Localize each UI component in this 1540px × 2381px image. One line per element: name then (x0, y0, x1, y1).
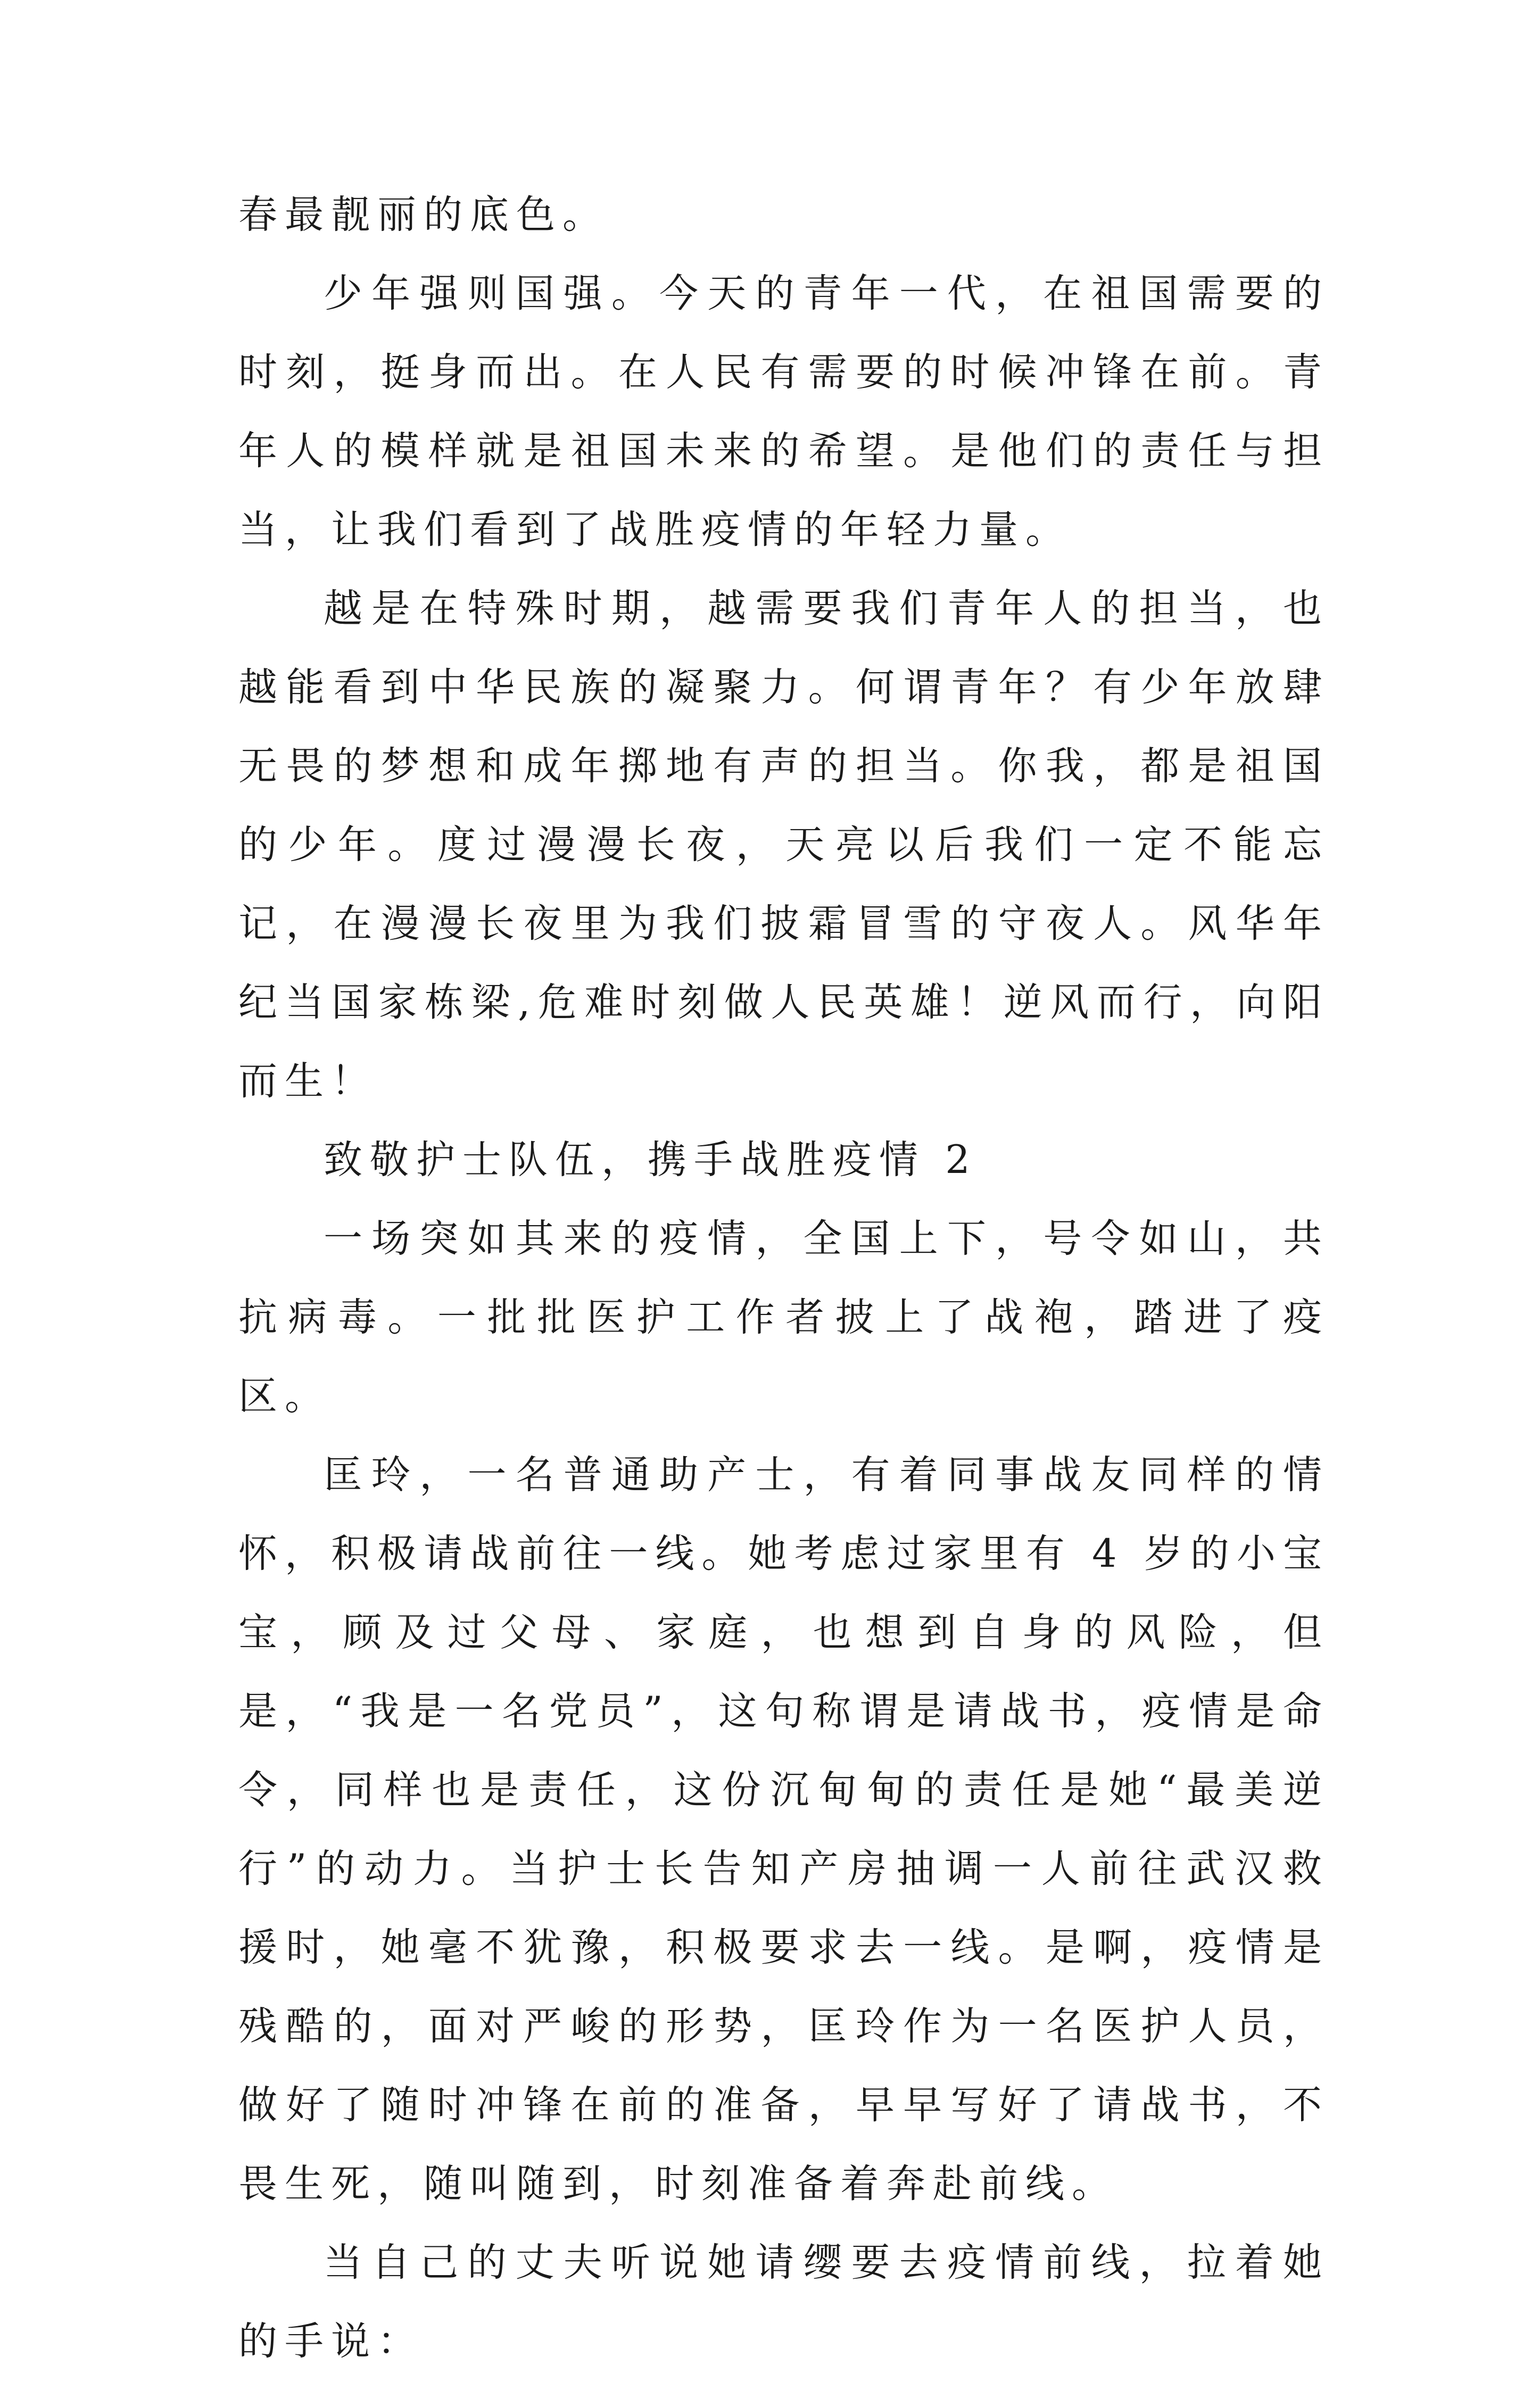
paragraph-2: 少年强则国强。今天的青年一代，在祖国需要的时刻，挺身而出。在人民有需要的时候冲锋在前。青年人的模样就是祖国未来的希望。是他们的责任与担当，让我们看到了战胜疫情的年轻力量。 (238, 271, 1329, 552)
section-heading: 致敬护士队伍，携手战胜疫情 2 (324, 1137, 978, 1183)
paragraph-4: 一场突如其来的疫情，全国上下，号令如山，共抗病毒。一批批医护工作者披上了战袍，踏进了疫区。 (238, 1216, 1329, 1419)
paragraph-5: 匡玲，一名普通助产士，有着同事战友同样的情怀，积极请战前往一线。她考虑过家里有 4 岁的小宝宝，顾及过父母、家庭，也想到自身的风险，但是，“我是一名党员”，这句称谓是请战书，疫情是命令，同样也是责任，这份沉甸甸的责任是她“最美逆行”的动力。当护士长告知产房抽调一人前往武汉救援时，她毫不犹豫，积极要求去一线。是啊，疫情是残酷的，面对严峻的形势，匡玲作为一名医护人员，做好了随时冲锋在前的准备，早早写好了请战书，不畏生死，随叫随到，时刻准备着奔赴前线。 (238, 1452, 1329, 2206)
paragraph-1: 春最靓丽的底色。 (238, 192, 609, 237)
document-body (238, 176, 1329, 2381)
paragraph-3: 越是在特殊时期，越需要我们青年人的担当，也越能看到中华民族的凝聚力。何谓青年？有少年放肆无畏的梦想和成年掷地有声的担当。你我，都是祖国的少年。度过漫漫长夜，天亮以后我们一定不能忘记，在漫漫长夜里为我们披霜冒雪的守夜人。风华年纪当国家栋梁,危难时刻做人民英雄！逆风而行，向阳而生！ (238, 586, 1329, 1104)
paragraph-6: 当自己的丈夫听说她请缨要去疫情前线，拉着她的手说： (238, 2240, 1329, 2364)
